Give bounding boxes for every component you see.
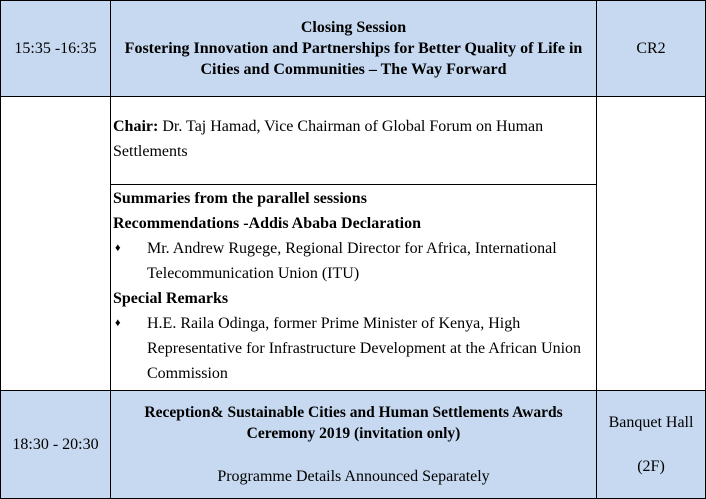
agenda-cell [110, 184, 597, 391]
agenda-time-cell [0, 96, 111, 391]
closing-session-time-cell [0, 0, 111, 97]
bullet-icon: ♦ [115, 317, 121, 329]
special-remarks-speaker: H.E. Raila Odinga, former Prime Minister of Kenya, High Representative for Infrastructure Development at the African Union Commission [147, 315, 582, 382]
closing-session-subtitle: Fostering Innovation and Partnerships for Better Quality of Life in Cities and Communities – The Way Forward [124, 40, 583, 78]
reception-title: Reception& Sustainable Cities and Human Settlements Awards Ceremony 2019 (invitation only) [144, 404, 563, 442]
recommendations-heading: Recommendations -Addis Ababa Declaration [113, 215, 422, 232]
closing-session-room-cell [596, 0, 706, 97]
agenda-room-cell [596, 96, 706, 391]
closing-session-title-cell [110, 0, 597, 97]
summaries-heading: Summaries from the parallel sessions [113, 190, 367, 207]
closing-session-time: 15:35 -16:35 [14, 40, 97, 57]
chair-cell [110, 96, 597, 185]
reception-title-cell [110, 390, 597, 499]
reception-venue-cell [596, 390, 706, 499]
recommendation-speaker: Mr. Andrew Rugege, Regional Director for Africa, International Telecommunication Union (ITU) [147, 240, 557, 282]
reception-time-cell [0, 390, 111, 499]
reception-venue: Banquet Hall [608, 414, 694, 431]
chair-label: Chair: [113, 118, 159, 135]
chair-text: Dr. Taj Hamad, Vice Chairman of Global Forum on Human Settlements [113, 118, 544, 160]
reception-time: 18:30 - 20:30 [12, 436, 99, 453]
list-item [113, 311, 592, 386]
closing-session-title: Closing Session [300, 19, 407, 36]
special-remarks-heading: Special Remarks [113, 290, 229, 307]
list-item [113, 236, 592, 286]
reception-floor: (2F) [637, 458, 665, 475]
reception-note: Programme Details Announced Separately [217, 468, 490, 485]
bullet-icon: ♦ [115, 242, 121, 254]
closing-session-room: CR2 [636, 40, 666, 57]
